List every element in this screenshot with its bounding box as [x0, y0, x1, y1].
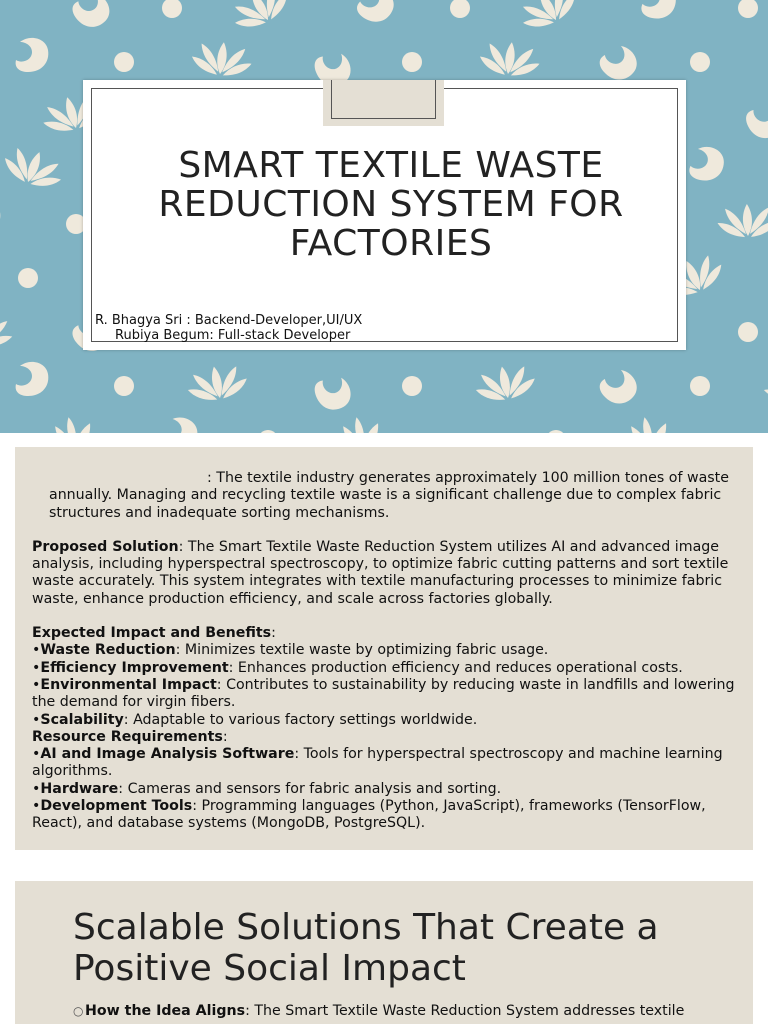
- leaf-icon: [226, 0, 294, 36]
- dot-icon: [690, 376, 710, 396]
- paisley-icon: [16, 38, 49, 72]
- leaf-icon: [760, 361, 768, 405]
- dot-icon: [114, 52, 134, 72]
- author-1: R. Bhagya Sri : Backend-Developer,UI/UX: [95, 313, 363, 328]
- aligns-text: : The Smart Textile Waste Reduction System addresses textile: [245, 1003, 685, 1019]
- paisley-icon: [743, 100, 768, 144]
- dot-icon: [402, 376, 422, 396]
- paisley-icon: [353, 0, 399, 29]
- dot-icon: [258, 430, 278, 433]
- paisley-icon: [16, 362, 49, 396]
- paisley-icon: [743, 424, 768, 433]
- leaf-icon: [49, 410, 117, 433]
- aligns-bullet: [73, 1003, 733, 1020]
- dot-icon: [546, 430, 566, 433]
- impact-slide: [15, 881, 753, 1024]
- dot-icon: [690, 52, 710, 72]
- leaf-icon: [472, 361, 537, 405]
- impact-item: •Efficiency Improvement: Enhances production efficiency and reduces operational costs.: [32, 659, 683, 676]
- resource-heading: Resource Requirements:: [32, 728, 228, 745]
- dot-icon: [402, 52, 422, 72]
- leaf-icon: [625, 410, 693, 433]
- proposed-text: : The Smart Textile Waste Reduction System utilizes AI and advanced image analysis, including hyperspectral spectroscopy, to optimize fabric cutting patterns and sort textile waste accurately. This system integrates with textile manufacturing processes to minimize fabric waste, enhance production efficiency, and scale across factories globally.: [32, 538, 729, 607]
- leaf-icon: [478, 39, 542, 79]
- paisley-icon: [596, 364, 643, 411]
- resource-item: •Hardware: Cameras and sensors for fabric analysis and sorting.: [32, 780, 502, 797]
- leaf-icon: [337, 410, 405, 433]
- proposed-solution: [32, 539, 744, 608]
- title-tab-decoration: [323, 80, 444, 126]
- paisley-icon: [640, 0, 679, 22]
- leaf-icon: [0, 306, 16, 351]
- dot-icon: [738, 0, 758, 18]
- dot-icon: [18, 268, 38, 288]
- proposed-label: Proposed Solution: [32, 538, 179, 555]
- leaf-icon: [184, 361, 249, 405]
- impact-item: •Waste Reduction: Minimizes textile waste by optimizing fabric usage.: [32, 642, 549, 659]
- paisley-icon: [688, 144, 727, 184]
- resource-item: •AI and Image Analysis Software: Tools for hyperspectral spectroscopy and machine learning algorithms.: [32, 746, 723, 780]
- impact-slide-title: Scalable Solutions That Create a Positive Social Impact: [73, 907, 659, 989]
- content-text: [32, 470, 744, 833]
- dot-icon: [738, 322, 758, 342]
- impact-item: •Scalability: Adaptable to various factory settings worldwide.: [32, 711, 478, 728]
- dot-icon: [162, 0, 182, 18]
- title-slide: [0, 0, 768, 433]
- dot-icon: [450, 0, 470, 18]
- dot-icon: [114, 376, 134, 396]
- slide-title: SMART TEXTILE WASTE REDUCTION SYSTEM FOR FACTORIES: [158, 145, 624, 264]
- leaf-icon: [514, 0, 582, 36]
- bullet-circle-icon: ○: [73, 1004, 84, 1018]
- paisley-icon: [160, 414, 201, 433]
- content-slide: [15, 447, 753, 850]
- paisley-icon: [312, 372, 356, 415]
- leaf-icon: [0, 0, 6, 36]
- title-tab-inner: [331, 80, 436, 119]
- paisley-icon: [69, 0, 116, 34]
- intro-paragraph: : The textile industry generates approximately 100 million tones of waste annually. Managing and recycling textile waste is a significant challenge due to complex fabric structures and inadequate sorting mechanisms.: [49, 470, 729, 521]
- aligns-label: How the Idea Aligns: [85, 1003, 246, 1019]
- leaf-icon: [717, 203, 768, 238]
- impact-item: •Environmental Impact: Contributes to sustainability by reducing waste in landfills and lowering the demand for virgin fibers.: [32, 676, 735, 711]
- leaf-icon: [190, 39, 254, 79]
- author-2: Rubiya Begum: Full-stack Developer: [115, 328, 351, 343]
- impact-heading: Expected Impact and Benefits:: [32, 625, 276, 642]
- resource-item: •Development Tools: Programming languages (Python, JavaScript), frameworks (TensorFlow, React), and database systems (MongoDB, PostgreSQL).: [32, 798, 706, 832]
- leaf-icon: [0, 141, 67, 193]
- authors: [95, 313, 362, 343]
